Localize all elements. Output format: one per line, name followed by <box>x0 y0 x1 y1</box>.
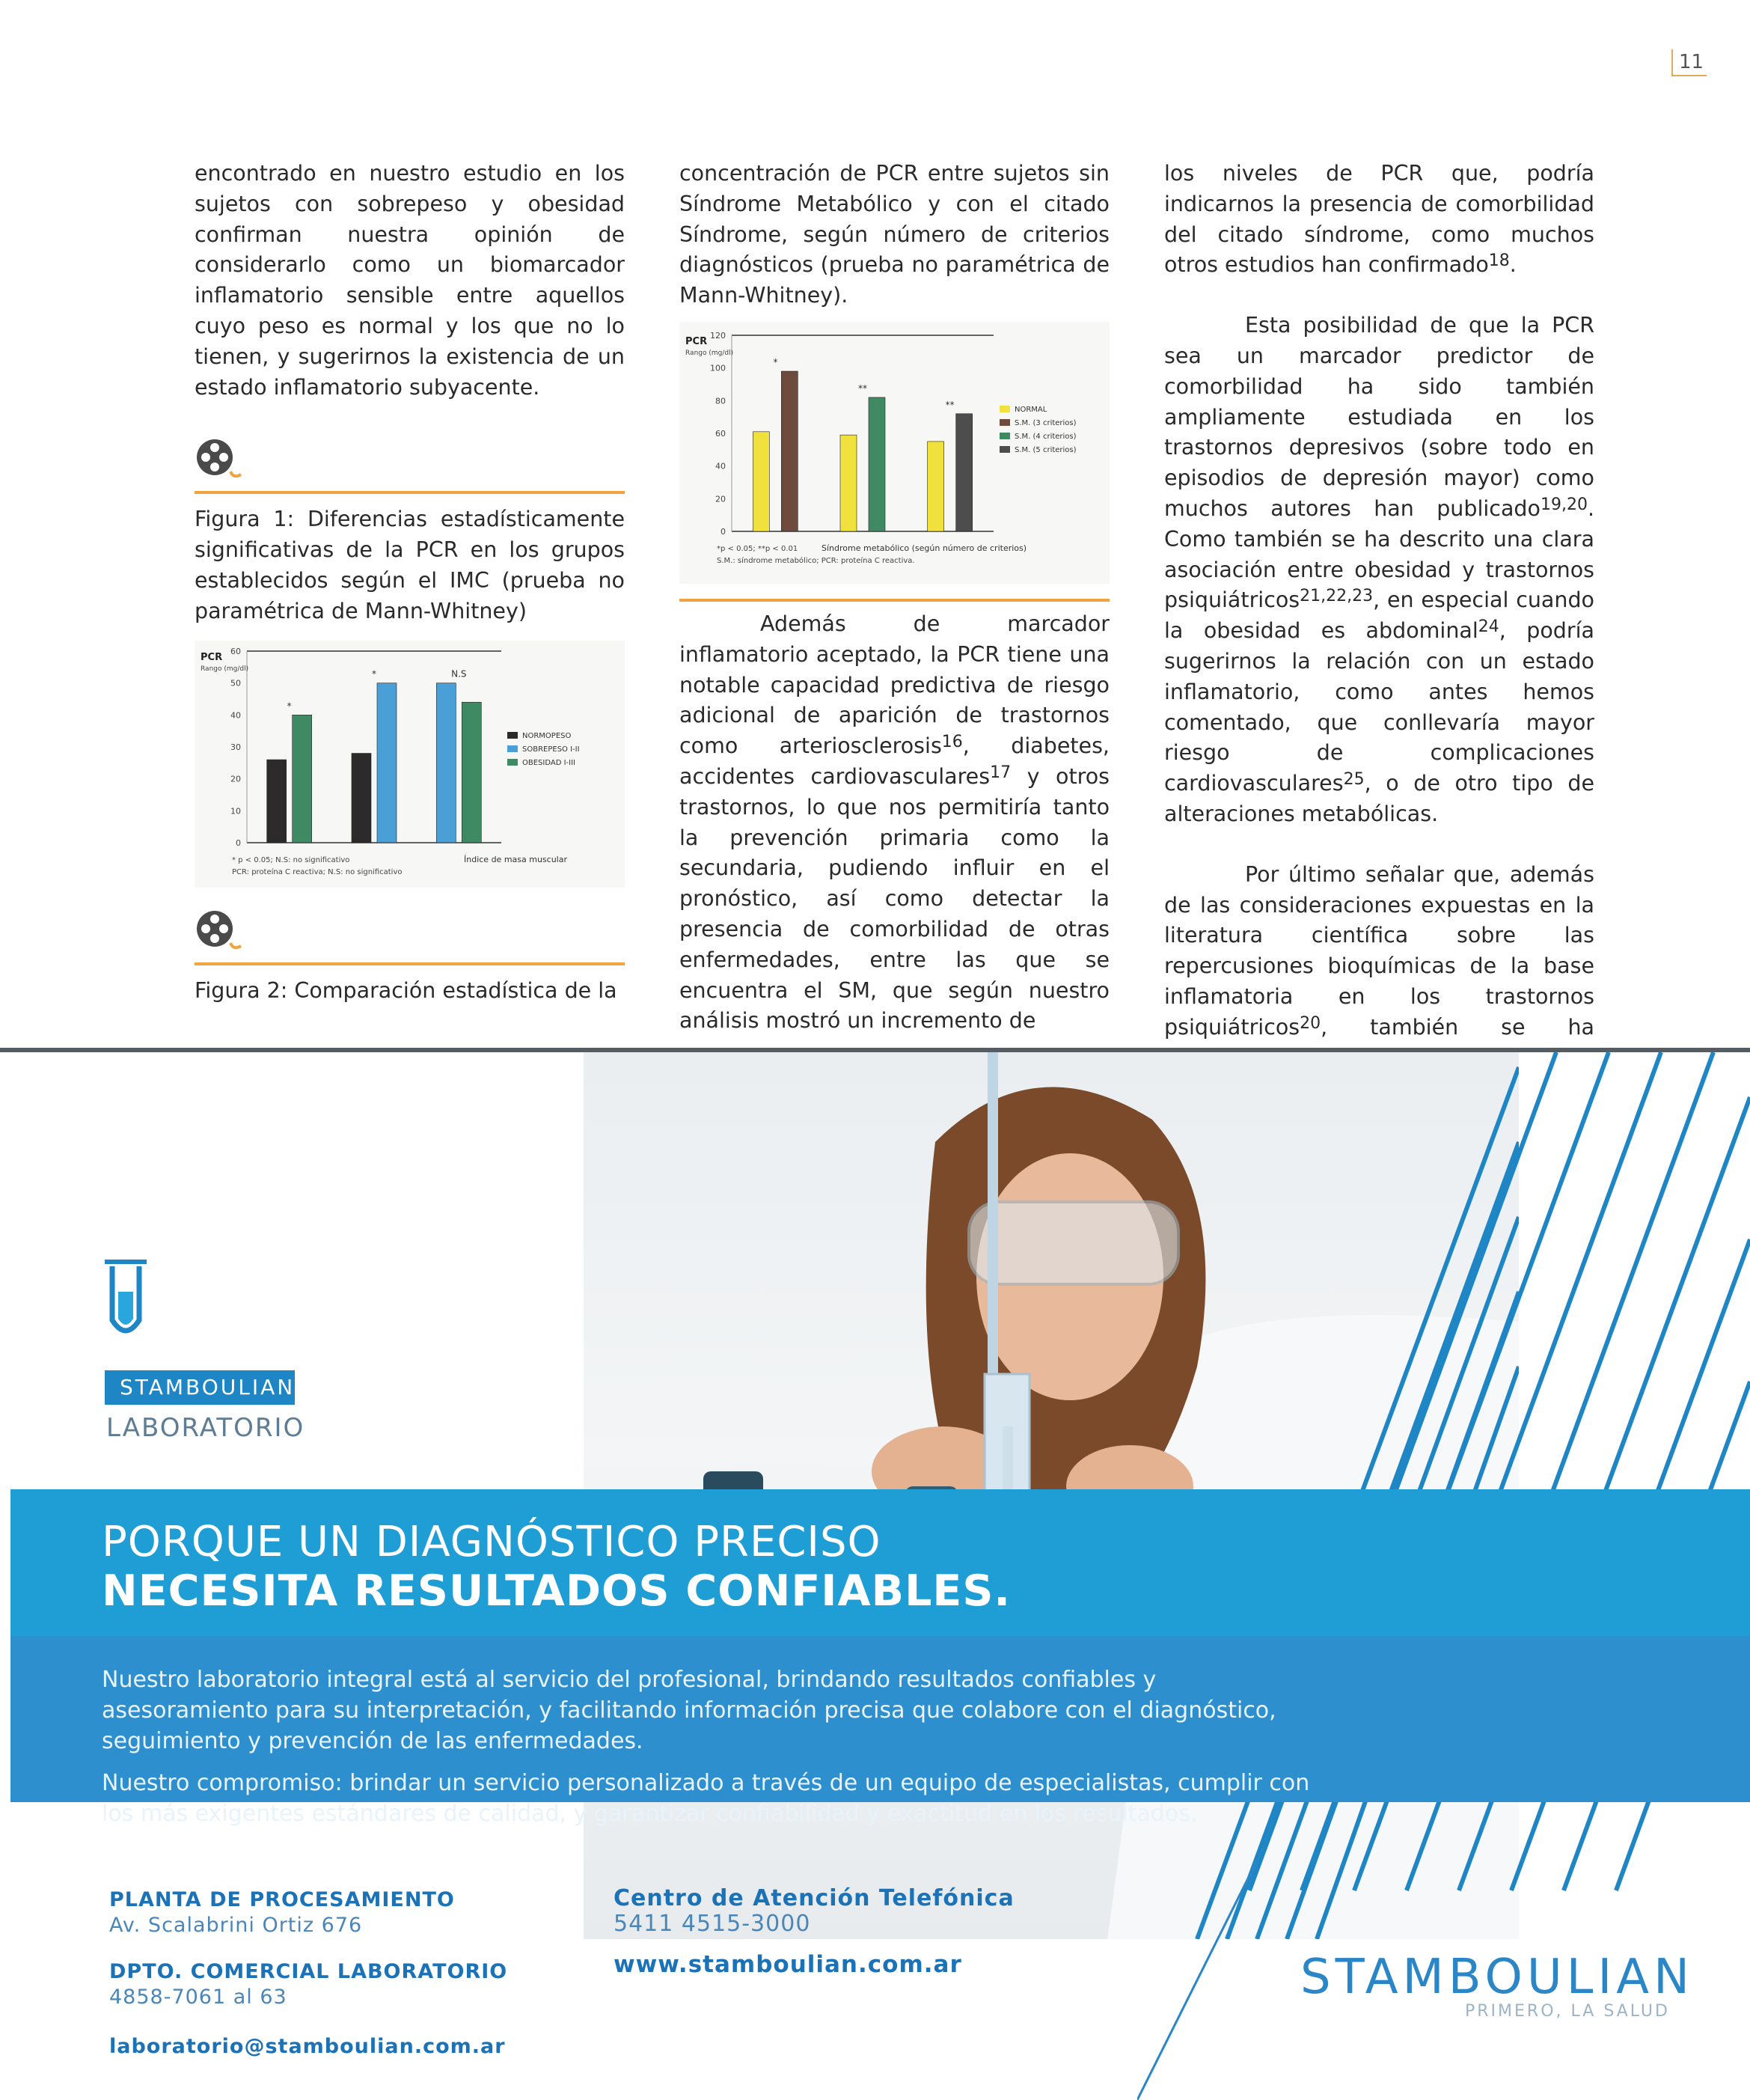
significance-label: * <box>372 668 376 680</box>
y-tick-label: 50 <box>230 678 241 689</box>
significance-label: * <box>773 357 778 368</box>
test-tube-icon <box>105 1259 147 1341</box>
y-axis-label: PCR <box>201 651 223 663</box>
figure1-chart <box>195 641 625 888</box>
dept-phone: 4858-7061 al 63 <box>109 1985 287 2009</box>
bar <box>462 702 481 843</box>
citation-25: 25 <box>1343 770 1365 790</box>
significance-label: * <box>287 700 292 711</box>
x-axis-label: Síndrome metabólico (según número de criterios) <box>822 543 1027 553</box>
column-1 <box>195 159 625 1006</box>
y-axis-sublabel: Rango (mg/dl) <box>201 665 249 673</box>
dept-title: DPTO. COMERCIAL LABORATORIO <box>109 1960 508 1983</box>
bar <box>352 753 371 842</box>
stamboulian-logo-text: STAMBOULIAN <box>1300 1950 1694 2005</box>
column-2 <box>679 159 1110 1037</box>
footnote: *p < 0.05; **p < 0.01 <box>717 544 798 553</box>
citation-20: 20 <box>1300 1013 1321 1033</box>
legend-label: S.M. (5 criterios) <box>1015 445 1077 454</box>
y-tick-label: 60 <box>715 428 726 439</box>
ad-body-2: Nuestro compromiso: brindar un servicio personalizado a través de un equipo de especialistas, cumplir con los más exigentes estándares de calidad, y garantizar confiabilidad y exactitud en los resultados. <box>102 1770 1310 1827</box>
call-phone: 5411 4515-3000 <box>614 1911 811 1937</box>
citation-24: 24 <box>1478 617 1499 637</box>
bar <box>267 760 287 843</box>
col2-paragraph-2: Además de marcador inflamatorio aceptado, la PCR tiene una notable capacidad predictiva de riesgo adicional de aparición de trastornos como arteriosclerosis$^{16}$, diabetes, accidentes cardiovasculares$^{17}$ y otros trastornos, lo que nos permitiría tanto la prevención primaria como la secundaria, pudiendo influir en el pronóstico, así como detectar la presencia de comorbilidad de otras enfermedades, entre las que se encuentra el SM, que según nuestro análisis mostró un incremento de <box>679 611 1110 1034</box>
y-tick-label: 30 <box>230 742 241 752</box>
y-axis-sublabel: Rango (mg/dl) <box>685 349 734 357</box>
citation-18: 18 <box>1488 251 1510 271</box>
legend-label: SOBREPESO I-II <box>522 745 580 754</box>
ad-body-1: Nuestro laboratorio integral está al servicio del profesional, brindando resultados confiables y asesoramiento para su interpretación, y facilitando información precisa que colabore con el diagnóstico, seguimiento y prevención de las enfermedades. <box>102 1667 1276 1754</box>
dept-contact <box>109 1959 507 2010</box>
bar <box>436 683 456 842</box>
bar <box>753 432 769 531</box>
citation-21-22-23: 21,22,23 <box>1300 587 1374 606</box>
significance-label: N.S <box>451 668 467 680</box>
y-tick-label: 40 <box>715 461 726 471</box>
bar <box>869 397 885 531</box>
call-title: Centro de Atención Telefónica <box>614 1885 1015 1911</box>
y-tick-label: 0 <box>236 837 241 848</box>
y-axis-label: PCR <box>685 335 708 347</box>
col3-paragraph-2: Esta posibilidad de que la PCR sea un marcador predictor de comorbilidad ha sido también ampliamente estudiada en los trastornos depresivos (sobre todo en episodios de depresión mayor) como muchos autores han publicado$^{19,20}$. Como también se ha descrito una clara asociación entre obesidad y trastornos psiquiátricos$^{21,22,23}$, en especial cuando la obesidad es abdominal$^{24}$, podría sugerirnos la relación con un estado inflamatorio, como antes hemos comentado, que conllevaría mayor riesgo de complicaciones cardiovasculares$^{25}$, o de otro tipo de alteraciones metabólicas. <box>1164 313 1594 826</box>
legend-label: NORMOPESO <box>522 731 572 740</box>
citation-17: 17 <box>990 763 1012 782</box>
footnote: PCR: proteína C reactiva; N.S: no significativo <box>232 867 403 876</box>
footnote: * p < 0.05; N.S: no significativo <box>232 855 350 864</box>
plant-title: PLANTA DE PROCESAMIENTO <box>109 1888 455 1911</box>
email-contact <box>109 2034 506 2060</box>
film-reel-icon <box>195 909 247 953</box>
email-link[interactable]: laboratorio@stamboulian.com.ar <box>109 2035 506 2058</box>
citation-19-20: 19,20 <box>1540 495 1588 514</box>
ad-headline-2: NECESITA RESULTADOS CONFIABLES. <box>102 1566 1012 1616</box>
footnote: S.M.: síndrome metabólico; PCR: proteína C reactiva. <box>717 556 915 565</box>
call-center-contact <box>614 1886 1015 1937</box>
y-tick-label: 20 <box>715 494 726 504</box>
significance-label: ** <box>858 382 867 394</box>
bar <box>928 442 944 531</box>
brand-label: STAMBOULIAN <box>105 1370 295 1405</box>
y-tick-label: 0 <box>721 526 726 537</box>
legend-label: NORMAL <box>1015 405 1047 414</box>
bar <box>293 715 312 843</box>
legend-label: OBESIDAD I-III <box>522 758 575 767</box>
bar <box>781 371 798 531</box>
y-tick-label: 60 <box>230 646 241 656</box>
legend-swatch <box>507 732 518 739</box>
y-tick-label: 100 <box>710 363 726 373</box>
legend-label: S.M. (4 criterios) <box>1015 432 1077 441</box>
significance-label: ** <box>945 399 955 410</box>
bar <box>377 683 397 842</box>
legend-swatch <box>1000 446 1010 453</box>
col1-paragraph: encontrado en nuestro estudio en los sujetos con sobrepeso y obesidad confirman nuestra opinión de considerarlo como un biomarcador inflamatorio sensible entre aquellos cuyo peso es normal y los que no lo tienen, y sugerirnos la existencia de un estado inflamatorio subyacente. <box>195 161 625 400</box>
plant-contact <box>109 1887 455 1938</box>
col3-paragraph-3: Por último señalar que, además de las consideraciones expuestas en la literatura científica sobre las repercusiones bioquímicas de la base inflamatoria en los trastornos psiquiátricos$^{20}$, también se ha <box>1164 861 1594 1040</box>
brand-sublabel: LABORATORIO <box>106 1413 305 1443</box>
stamboulian-tagline: PRIMERO, LA SALUD <box>1465 2002 1670 2021</box>
figure1-caption: Figura 1: Diferencias estadísticamente significativas de la PCR en los grupos establecidos según el IMC (prueba no paramétrica de Mann-Whitney) <box>195 507 625 623</box>
bar <box>840 435 857 531</box>
y-tick-label: 20 <box>230 774 241 784</box>
y-tick-label: 40 <box>230 709 241 720</box>
legend-swatch <box>1000 433 1010 439</box>
legend-swatch <box>507 745 518 752</box>
ad-headline-1: PORQUE UN DIAGNÓSTICO PRECISO <box>102 1518 881 1566</box>
figure2-caption: Figura 2: Comparación estadística de la <box>195 977 617 1003</box>
legend-swatch <box>1000 406 1010 412</box>
legend-swatch <box>507 759 518 766</box>
y-tick-label: 80 <box>715 396 726 406</box>
citation-16: 16 <box>941 733 963 752</box>
legend-label: S.M. (3 criterios) <box>1015 418 1077 427</box>
legend-swatch <box>1000 419 1010 426</box>
website-link[interactable]: www.stamboulian.com.ar <box>614 1951 962 1978</box>
stamboulian-advertisement <box>0 1048 1750 2100</box>
website-contact <box>614 1952 962 1977</box>
col2-paragraph-1: concentración de PCR entre sujetos sin Síndrome Metabólico y con el citado Síndrome, según número de criterios diagnósticos (prueba no paramétrica de Mann-Whitney). <box>679 161 1110 308</box>
x-axis-label: Índice de masa muscular <box>464 854 567 864</box>
y-tick-label: 120 <box>710 330 726 341</box>
film-reel-icon <box>195 437 247 482</box>
y-tick-label: 10 <box>230 805 241 816</box>
plant-address: Av. Scalabrini Ortiz 676 <box>109 1914 363 1937</box>
bar <box>956 414 973 531</box>
figure2-chart <box>679 322 1110 584</box>
page-number: 11 <box>1671 49 1707 76</box>
column-3 <box>1164 159 1594 1104</box>
col3-paragraph-1: los niveles de PCR que, podría indicarnos la presencia de comorbilidad del citado síndrome, como muchos otros estudios han confirmado$^{18}$. <box>1164 161 1594 278</box>
